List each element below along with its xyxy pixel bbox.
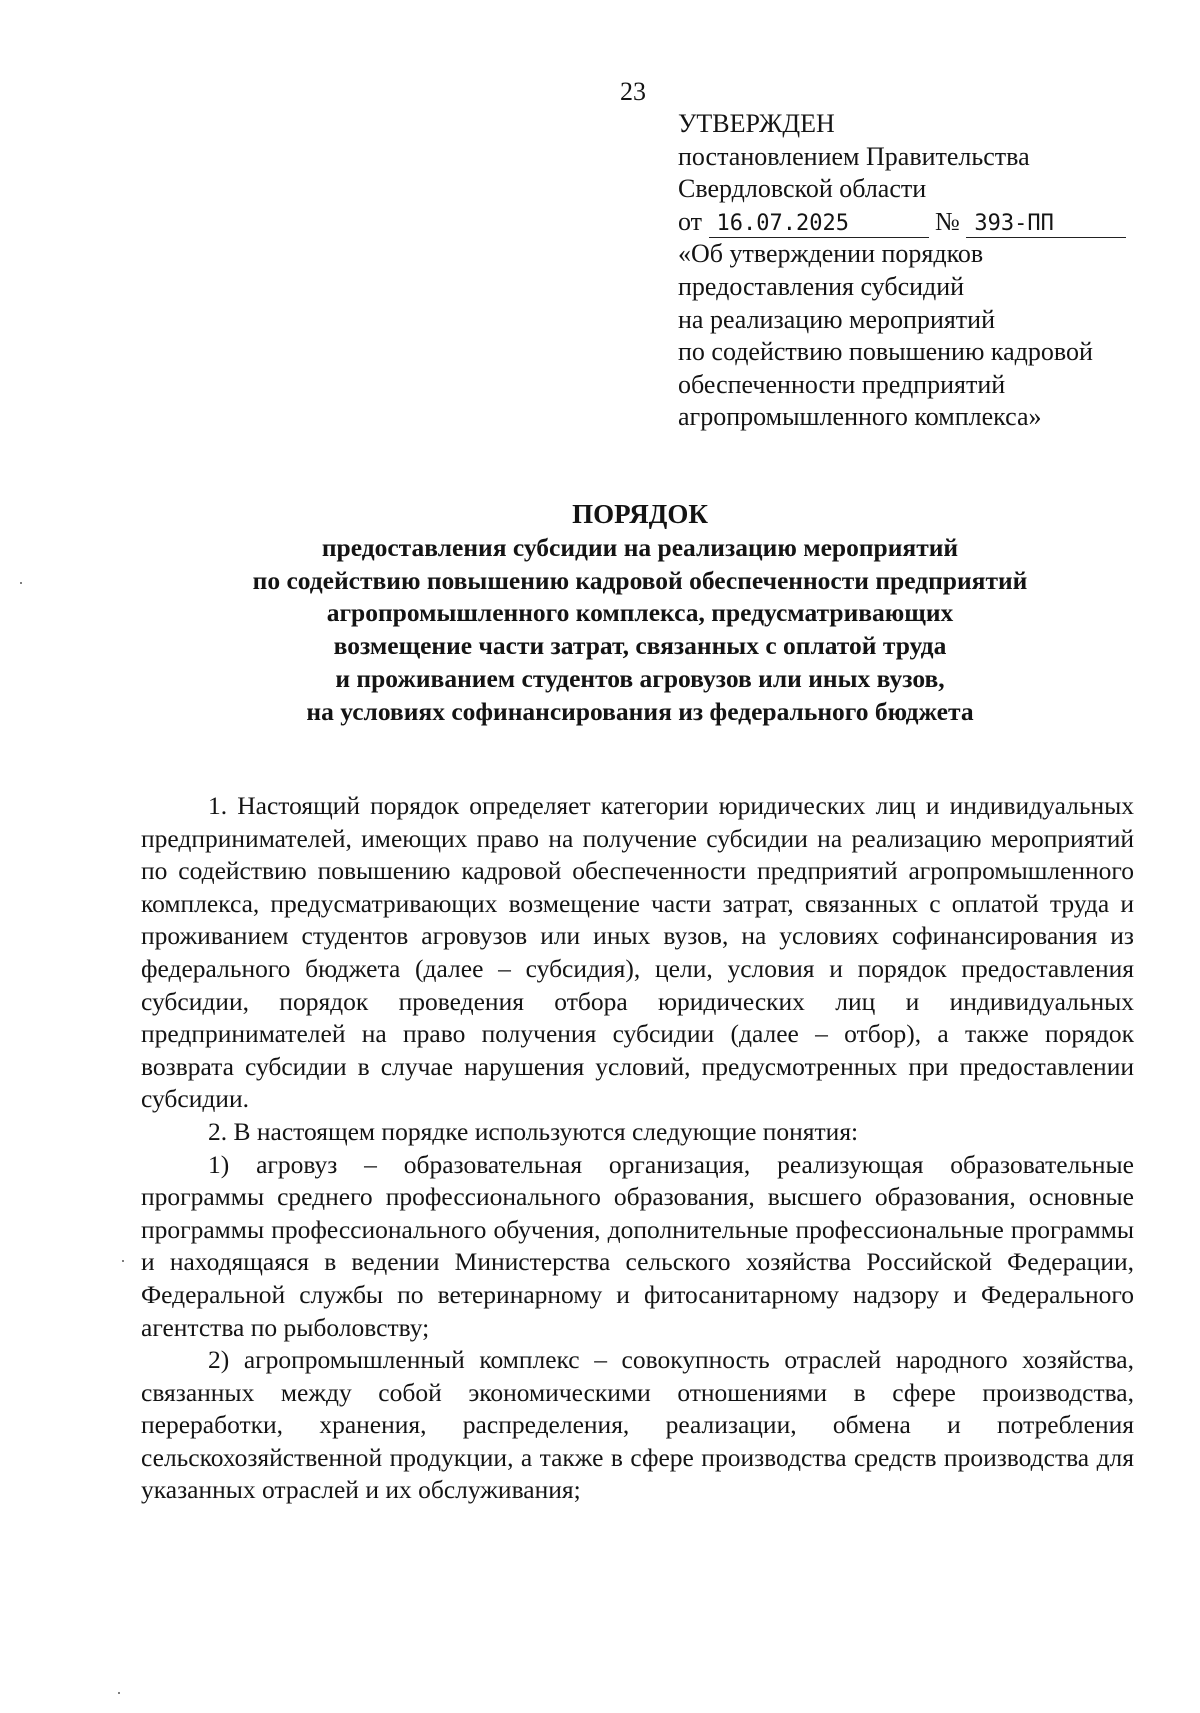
document-title-block [140,496,1140,728]
title-subtitle-line: на условиях софинансирования из федерального бюджета [306,696,974,726]
paragraph-1: 1. Настоящий порядок определяет категории юридических лиц и индивидуальных предпринимателей, имеющих право на получение субсидии на реализацию мероприятий по содействию повышению кадровой обеспеченности предприятий агропромышленного комплекса, предусматривающих возмещение части затрат, связанных с оплатой труда и проживанием студентов агровузов или иных вузов, на условиях софинансирования из федерального бюджета (далее – субсидия), цели, условия и порядок предоставления субсидии, порядок проведения отбора юридических лиц и индивидуальных предпринимателей на право получения субсидии (далее – отбор), а также порядок возврата субсидии в случае нарушения условий, предусмотренных при предоставлении субсидии. [141,791,1134,1114]
scan-speck [20,582,22,584]
document-number: 393-ПП [966,211,1126,238]
definition-item-2: 2) агропромышленный комплекс – совокупность отраслей народного хозяйства, связанных между собой экономическими отношениями в сфере производства, переработки, хранения, распределения, реализации, обмена и потребления сельскохозяйственной продукции, а также в сфере производства средств производства для указанных отраслей и их обслуживания; [141,1345,1134,1505]
paragraph-2: 2. В настоящем порядке используются следующие понятия: [208,1116,859,1146]
document-title: ПОРЯДОК [572,499,708,529]
document-body [141,790,1134,1507]
scan-speck [122,1260,124,1262]
approval-subject-line: предоставления субсидий [678,271,965,301]
approval-date-number-line [678,206,1148,239]
title-subtitle-line: по содействию повышению кадровой обеспеченности предприятий [252,565,1028,595]
title-subtitle-line: агропромышленного комплекса, предусматривающих [326,598,954,628]
approval-subject-line: обеспеченности предприятий [678,369,1006,399]
approval-line-2: Свердловской области [678,174,927,204]
approval-subject-line: на реализацию мероприятий [678,304,996,334]
approval-subject-line: агропромышленного комплекса» [678,402,1042,432]
approval-heading: УТВЕРЖДЕН [678,109,835,138]
date-value: 16.07.2025 [709,211,929,238]
approval-subject-line: по содействию повышению кадровой [678,337,1093,367]
date-prefix: от [678,206,703,236]
approval-stamp-block [678,108,1148,434]
title-subtitle-line: предоставления субсидии на реализацию мероприятий [321,533,959,562]
definition-item-1: 1) агровуз – образовательная организация, реализующая образовательные программы среднего профессионального образования, высшего образования, основные программы профессионального обучения, дополнительные профессиональные программы и находящаяся в ведении Министерства сельского хозяйства Российской Федерации, Федеральной службы по ветеринарному и фитосанитарному надзору и Федерального агентства по рыболовству; [141,1149,1134,1342]
scan-speck [118,1692,120,1694]
approval-subject-line: «Об утверждении порядков [678,239,984,269]
number-sign: № [935,206,960,236]
title-subtitle-line: и проживанием студентов агровузов или иных вузов, [335,663,945,693]
page-number: 23 [620,77,646,106]
title-subtitle-line: возмещение части затрат, связанных с оплатой труда [333,631,947,661]
approval-line-1: постановлением Правительства [678,141,1030,171]
